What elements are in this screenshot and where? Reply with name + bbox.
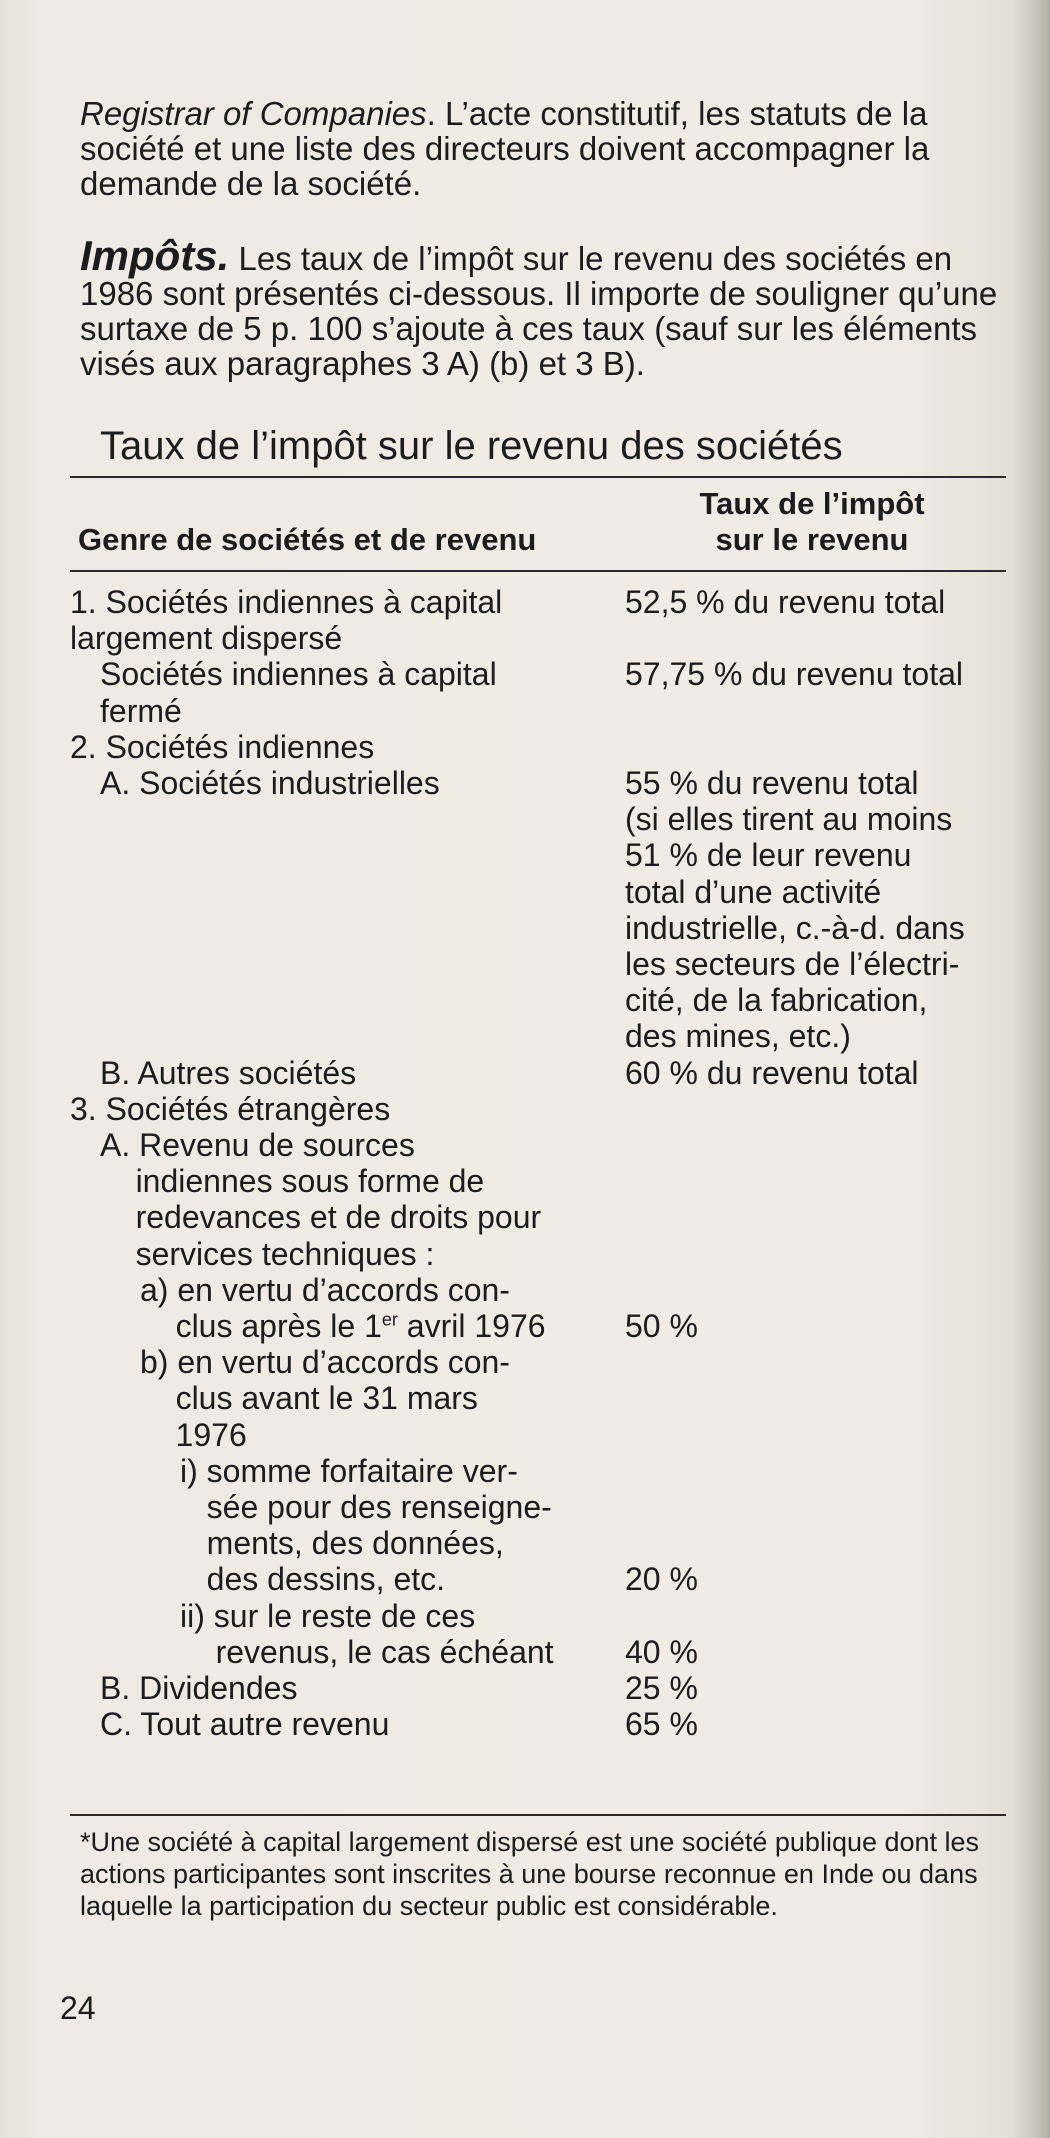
- table-row-rate: cité, de la fabrication,: [625, 982, 928, 1019]
- table-row-rate: 57,75 % du revenu total: [625, 656, 964, 693]
- column-header-rate: [692, 486, 932, 558]
- impots-text: Les taux de l’impôt sur le revenu des sociétés en 1986 sont présentés ci-dessous. Il importe de souligner qu’une surtaxe de 5 p. 100 s’ajoute à ces taux (sauf sur les éléments visés aux paragraphes 3 A) (b) et 3 B).: [80, 240, 998, 382]
- table-row-label: revenus, le cas échéant: [180, 1633, 554, 1670]
- impots-heading: Impôts.: [80, 232, 230, 279]
- table-row-rate: 60 % du revenu total: [625, 1054, 919, 1091]
- table-row-rate: 65 %: [625, 1706, 698, 1743]
- table-row-label: ments, des données,: [180, 1525, 504, 1562]
- table-bottom-rule: [70, 1814, 1006, 1816]
- table-row-rate: les secteurs de l’électri-: [625, 946, 960, 982]
- table-row-rate: total d’une activité: [625, 873, 882, 910]
- table-row-label: C. Tout autre revenu: [100, 1706, 390, 1743]
- table-row-rate: 25 %: [625, 1670, 698, 1706]
- table-row-label: 1. Sociétés indiennes à capital: [70, 584, 503, 620]
- table-title: Taux de l’impôt sur le revenu des sociétés: [100, 424, 843, 468]
- table-row-label: B. Dividendes: [100, 1670, 298, 1706]
- intro-paragraph: [80, 96, 1000, 201]
- table-row-label: b) en vertu d’accords con-: [140, 1344, 510, 1381]
- table-row-label: services techniques :: [100, 1235, 435, 1272]
- column-header-rate-line1: Taux de l’impôt: [699, 486, 925, 521]
- table-row-label: ii) sur le reste de ces: [180, 1597, 476, 1634]
- registrar-term: Registrar of Companies: [80, 95, 427, 132]
- intro-text: . L’acte constitutif, les statuts de la société et une liste des directeurs doivent accompagner la demande de la société.: [80, 95, 930, 202]
- table-row-rate: 40 %: [625, 1633, 698, 1670]
- table-row-label: Sociétés indiennes à capital: [100, 656, 497, 693]
- table-top-rule: [70, 476, 1006, 478]
- table-row-label: A. Revenu de sources: [100, 1127, 415, 1163]
- footnote: *Une société à capital largement dispersé est une société publique dont les actions participantes sont inscrites à une bourse reconnue en Inde ou dans laquelle la participation du secteur public est considérable.: [80, 1827, 980, 1921]
- table-row-label: largement dispersé: [70, 620, 343, 657]
- table-row-label: des dessins, etc.: [180, 1561, 446, 1598]
- table-row-rate: (si elles tirent au moins: [625, 801, 953, 838]
- table-row-label: clus avant le 31 mars: [140, 1380, 478, 1417]
- table-row-rate: industrielle, c.-à-d. dans: [625, 909, 965, 946]
- table-row-label: 3. Sociétés étrangères: [70, 1090, 391, 1127]
- table-row-label: clus après le 1er avril 1976: [140, 1308, 546, 1344]
- table-row-label: B. Autres sociétés: [100, 1054, 357, 1091]
- table-row-label: redevances et de droits pour: [100, 1199, 542, 1236]
- impots-paragraph: [80, 232, 1000, 382]
- table-row-label: A. Sociétés industrielles: [100, 765, 440, 801]
- header-rule: [70, 570, 1006, 572]
- table-row-label: i) somme forfaitaire ver-: [180, 1452, 518, 1489]
- column-header-type: Genre de sociétés et de revenu: [78, 522, 537, 557]
- table-row-rate: 52,5 % du revenu total: [625, 584, 946, 620]
- table-row-rate: 55 % du revenu total: [625, 765, 919, 801]
- table-row-rate: 51 % de leur revenu: [625, 837, 912, 874]
- page-number: 24: [60, 1990, 96, 2026]
- table-row-rate: 20 %: [625, 1561, 698, 1598]
- table-row-label: fermé: [100, 692, 182, 729]
- table-row-label: 2. Sociétés indiennes: [70, 728, 375, 765]
- table-row-label: sée pour des renseigne-: [180, 1489, 552, 1525]
- table-row-rate: 50 %: [625, 1308, 698, 1344]
- table-row-rate: des mines, etc.): [625, 1018, 851, 1055]
- table-row-label: a) en vertu d’accords con-: [140, 1271, 510, 1308]
- table-row-label: 1976: [140, 1416, 247, 1453]
- table-row-label: indiennes sous forme de: [100, 1163, 485, 1200]
- page-edge-shadow: [1010, 0, 1050, 2138]
- column-header-rate-line2: sur le revenu: [715, 522, 909, 557]
